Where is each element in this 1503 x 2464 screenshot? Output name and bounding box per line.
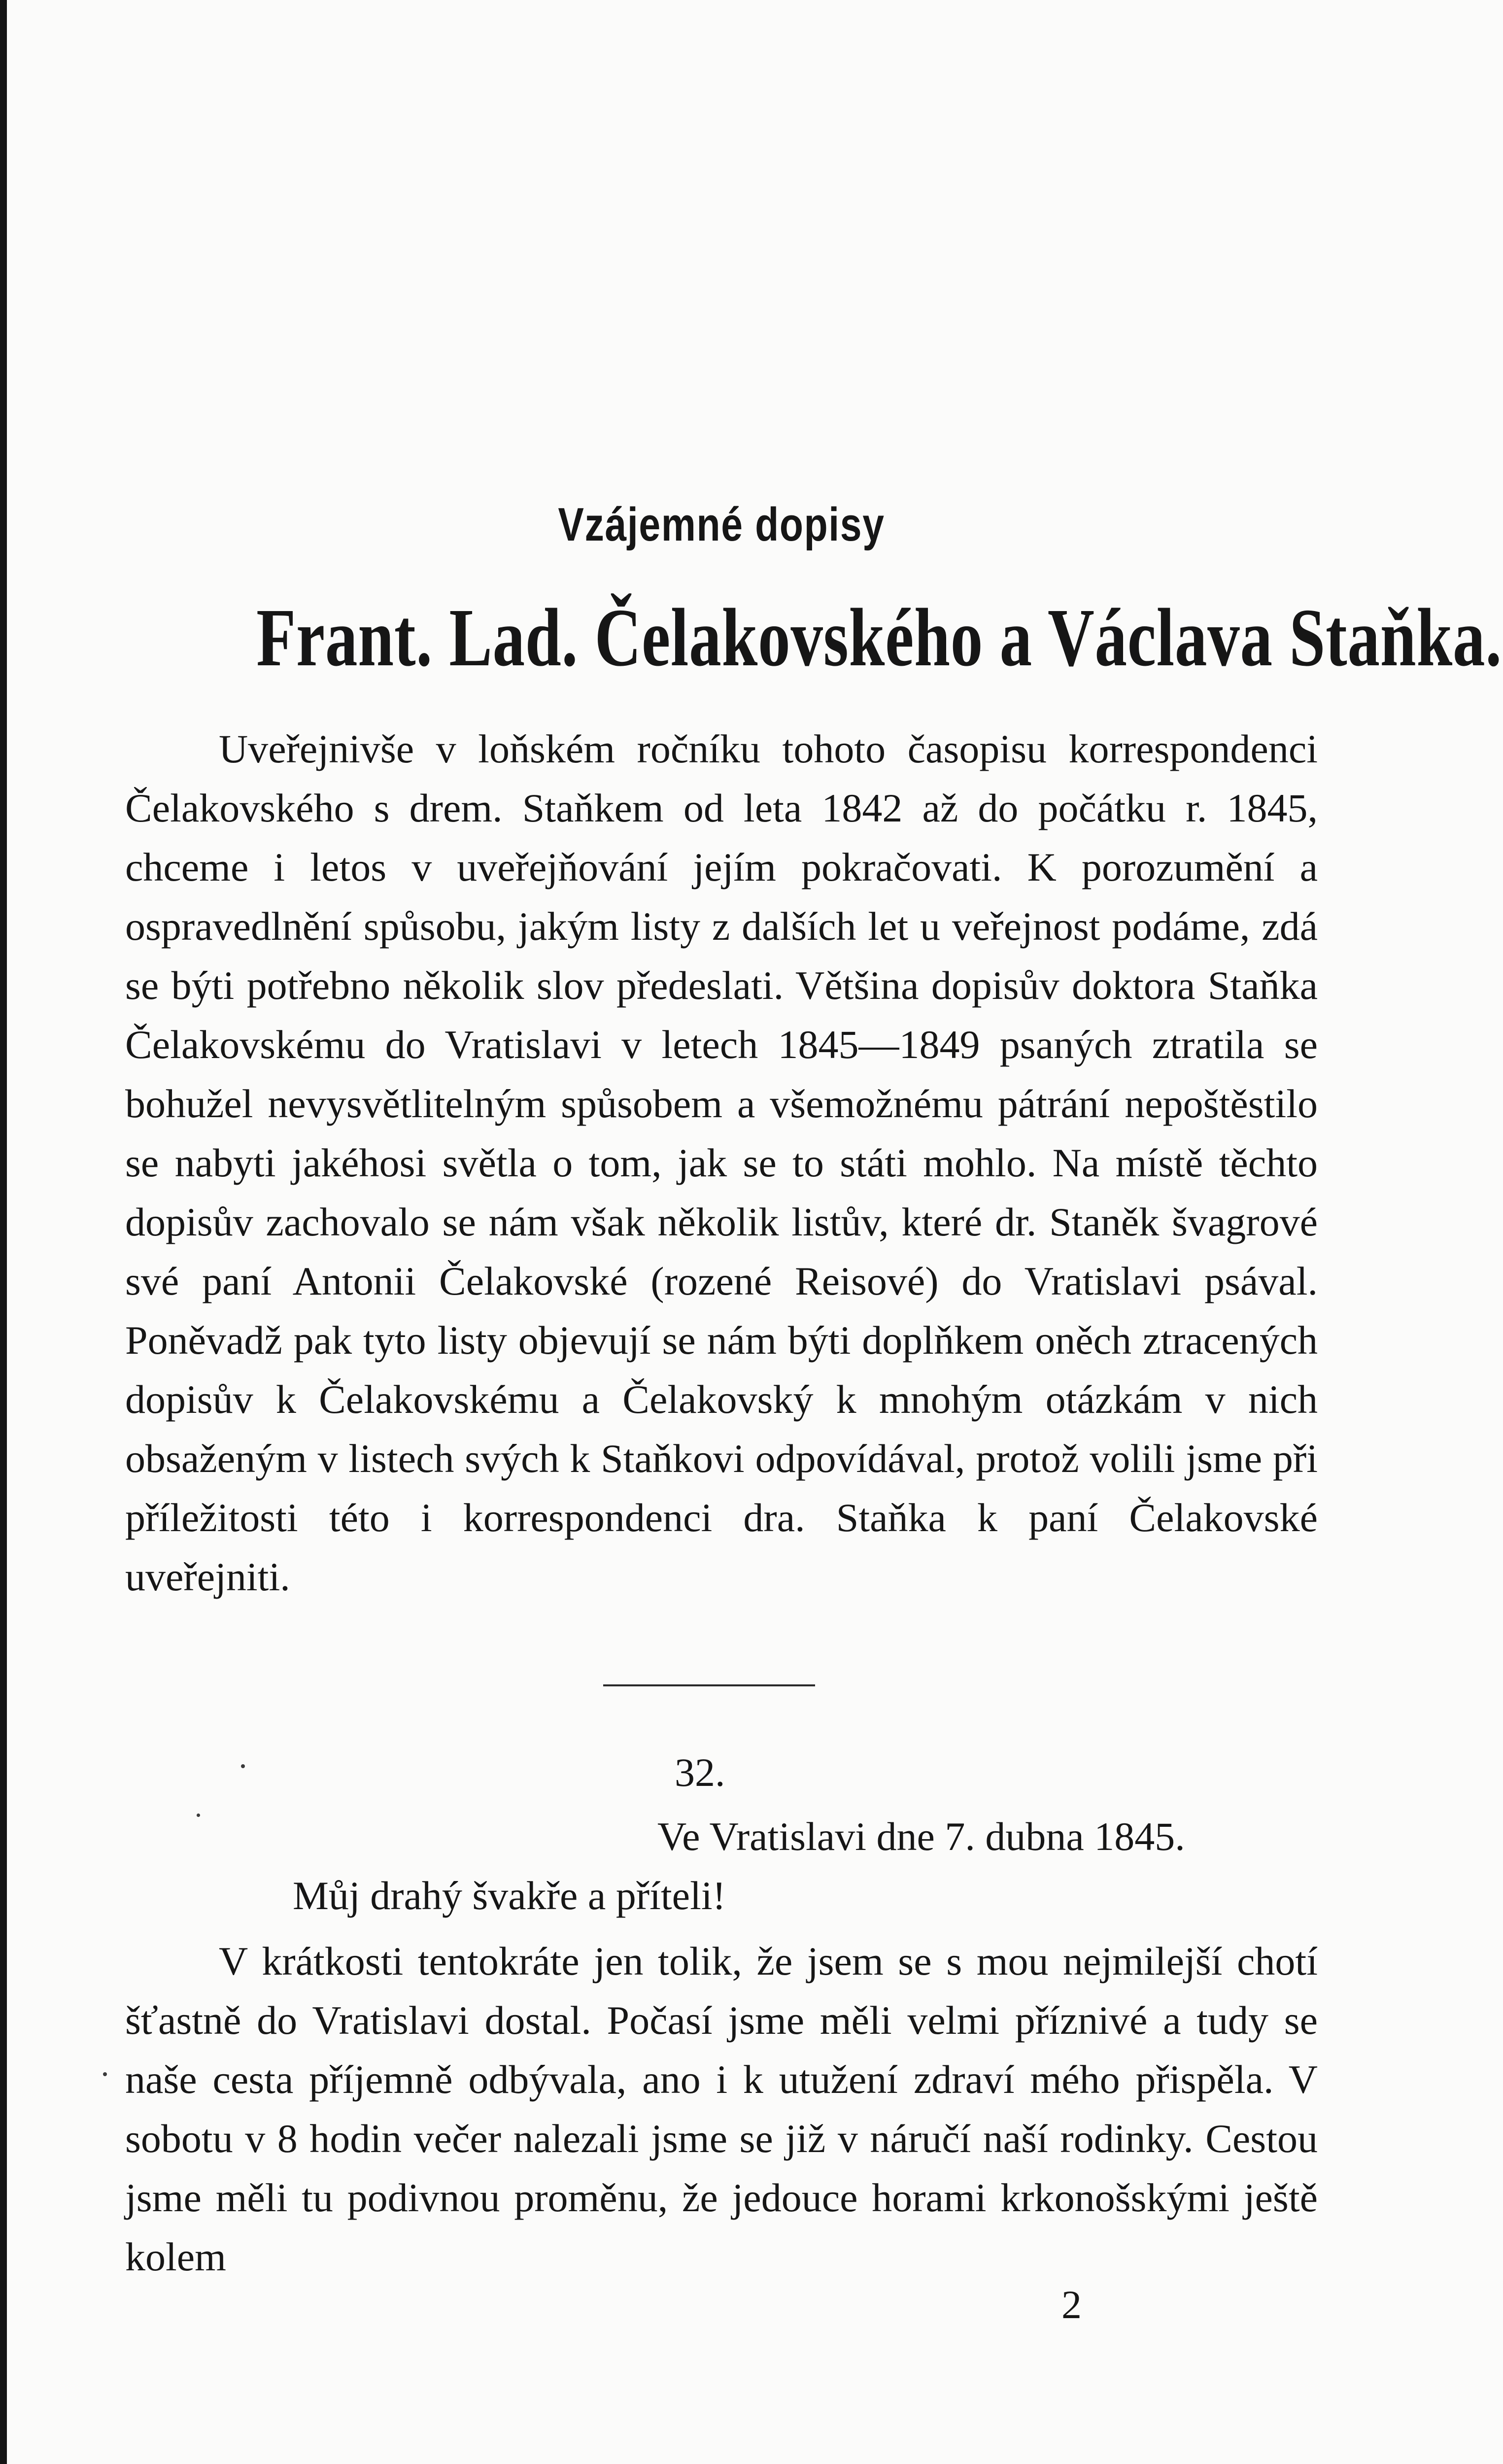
scan-speck	[241, 1764, 245, 1768]
scan-speck	[103, 2072, 107, 2076]
letter-body: V krátkosti tentokráte jen tolik, že jsem se s mou nejmilejší chotí šťastně do Vratislavi dostal. Počasí jsme měli velmi příznivé a tudy se naše cesta příjemně odbývala, ano i k utužení zdraví mého přispěla. V sobotu v 8 hodin večer nalezali jsme se již v náručí naší rodinky. Cestou jsme měli tu podivnou proměnu, že jedouce horami krkonošskými ještě kolem	[125, 1939, 1318, 2279]
letter-salutation: Můj drahý švakře a příteli!	[293, 1873, 726, 1918]
page-number: 2	[1061, 2282, 1082, 2327]
section-title: Frant. Lad. Čelakovského a Václava Staňka.	[256, 592, 1502, 684]
scan-speck	[197, 1814, 200, 1817]
intro-paragraph: Uveřejnivše v loňském ročníku tohoto časopisu korrespondenci Čelakovského s drem. Staňkem od leta 1842 až do počátku r. 1845, chceme i letos v uveřejňování jejím pokračovati. K porozumění a ospravedlnění spůsobu, jakým listy z dalších let u veřejnost podáme, zdá se býti potřebno několik slov předeslati. Většina dopisův doktora Staňka Čelakovskému do Vratislavi v letech 1845—1849 psaných ztratila se bohužel nevysvětlitelným spůsobem a všemožnému pátrání nepoštěstilo se nabyti jakéhosi světla o tom, jak se to státi mohlo. Na místě těchto dopisův zachovalo se nám však několik listův, které dr. Staněk švagrové své paní Antonii Čelakovské (rozené Reisové) do Vratislavi psával. Poněvadž pak tyto listy objevují se nám býti doplňkem oněch ztracených dopisův k Čelakovskému a Čelakovský k mnohým otázkám v nich obsaženým v listech svých k Staňkovi odpovídával, protož volili jsme při příležitosti této i korrespondenci dra. Staňka k paní Čelakovské uveřejniti.	[125, 726, 1318, 1599]
section-subtitle: Vzájemné dopisy	[558, 498, 885, 551]
section-divider	[603, 1684, 815, 1686]
letter-dateline: Ve Vratislavi dne 7. dubna 1845.	[657, 1814, 1185, 1859]
letter-number: 32.	[675, 1750, 725, 1795]
